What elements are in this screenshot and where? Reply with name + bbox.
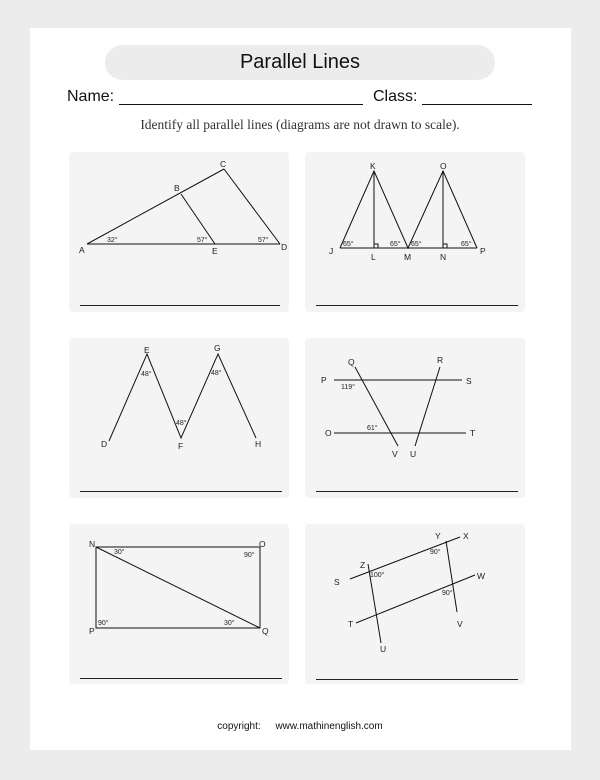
point-label-v: V — [392, 449, 398, 459]
diagram-card-6 — [305, 524, 525, 684]
angle-label: 100° — [370, 572, 385, 579]
triangle-diagram — [69, 152, 289, 312]
point-label-d: D — [281, 242, 288, 252]
point-label-a: A — [79, 245, 85, 255]
website-link[interactable]: www.mathinenglish.com — [275, 721, 383, 732]
point-label-q: Q — [348, 357, 355, 367]
diagram-card-3 — [69, 338, 289, 498]
zigzag-diagram — [69, 338, 289, 498]
angle-label: 48° — [176, 420, 187, 427]
point-label-e: E — [144, 345, 150, 355]
point-label-x: X — [463, 531, 469, 541]
rectangle-diagonal-diagram — [69, 524, 289, 684]
point-label-o: O — [440, 161, 447, 171]
angle-label: 90° — [442, 590, 453, 597]
point-label-u: U — [410, 449, 417, 459]
angle-label: 90° — [244, 552, 255, 559]
angle-label: 90° — [430, 549, 441, 556]
point-label-s: S — [334, 577, 340, 587]
point-label-l: L — [371, 252, 376, 262]
angle-label: 48° — [211, 370, 222, 377]
copyright-label: copyright: — [217, 721, 261, 732]
answer-line-1[interactable] — [80, 305, 280, 306]
point-label-p: P — [89, 626, 95, 636]
point-label-p: P — [480, 246, 486, 256]
class-field[interactable] — [422, 104, 532, 105]
point-label-o: O — [259, 539, 266, 549]
angle-label: 65° — [411, 241, 422, 248]
page-title: Parallel Lines — [105, 45, 495, 80]
point-label-w: W — [477, 571, 486, 581]
point-label-j: J — [329, 246, 334, 256]
angle-label: 65° — [343, 241, 354, 248]
angle-label: 119° — [341, 384, 355, 391]
angle-label: 48° — [141, 371, 152, 378]
point-label-u: U — [380, 644, 387, 654]
point-label-s: S — [466, 376, 472, 386]
transversals-diagram — [305, 338, 525, 498]
name-field[interactable] — [119, 104, 363, 105]
twin-triangles-diagram — [305, 152, 525, 312]
point-label-e: E — [212, 246, 218, 256]
answer-line-4[interactable] — [316, 491, 518, 492]
diagram-card-2 — [305, 152, 525, 312]
point-label-h: H — [255, 439, 262, 449]
point-label-p: P — [321, 375, 327, 385]
point-label-t: T — [348, 619, 354, 629]
answer-line-6[interactable] — [316, 679, 518, 680]
point-label-n: N — [440, 252, 447, 262]
point-label-v: V — [457, 619, 463, 629]
point-label-z: Z — [360, 560, 366, 570]
point-label-n: N — [89, 539, 96, 549]
angle-label: 57° — [197, 237, 208, 244]
angle-label: 61° — [367, 425, 378, 432]
point-label-m: M — [404, 252, 412, 262]
point-label-y: Y — [435, 531, 441, 541]
angle-label: 30° — [224, 620, 235, 627]
name-label: Name: — [67, 88, 115, 105]
point-label-c: C — [220, 159, 227, 169]
angle-label: 65° — [461, 241, 472, 248]
angle-label: 57° — [258, 237, 269, 244]
diagram-card-5 — [69, 524, 289, 684]
point-label-r: R — [437, 355, 444, 365]
point-label-d: D — [101, 439, 108, 449]
angle-label: 32° — [107, 237, 118, 244]
point-label-g: G — [214, 343, 221, 353]
point-label-o: O — [325, 428, 332, 438]
angle-label: 90° — [98, 620, 109, 627]
point-label-b: B — [174, 183, 180, 193]
angle-label: 30° — [114, 549, 125, 556]
diagram-card-1 — [69, 152, 289, 312]
angle-label: 65° — [390, 241, 401, 248]
point-label-t: T — [470, 428, 476, 438]
instructions: Identify all parallel lines (diagrams are not drawn to scale). — [140, 117, 460, 132]
point-label-k: K — [370, 161, 376, 171]
point-label-f: F — [178, 441, 184, 451]
point-label-q: Q — [262, 626, 269, 636]
diagram-card-4 — [305, 338, 525, 498]
answer-line-3[interactable] — [80, 491, 282, 492]
parallelogram-lines-diagram — [305, 524, 525, 684]
answer-line-5[interactable] — [80, 678, 282, 679]
footer — [0, 721, 600, 732]
class-label: Class: — [373, 88, 418, 105]
answer-line-2[interactable] — [316, 305, 518, 306]
